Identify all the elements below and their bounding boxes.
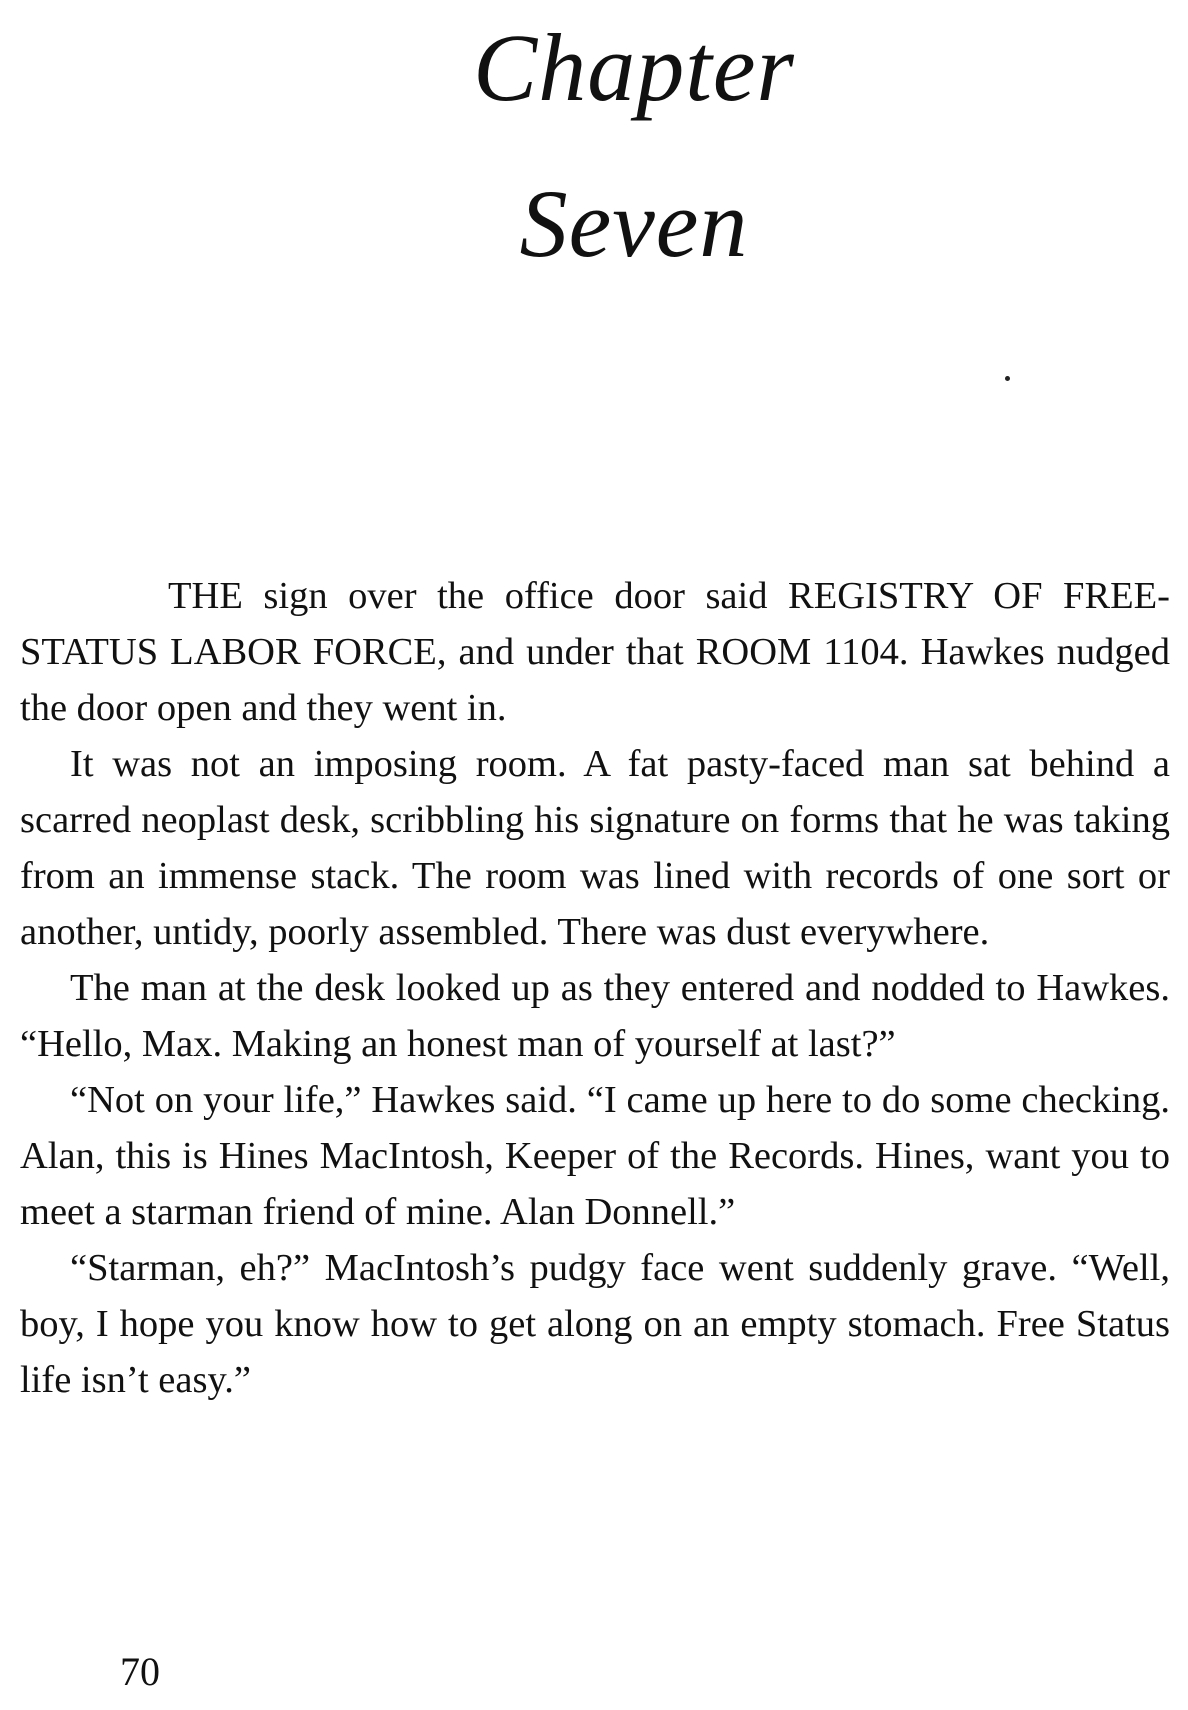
paragraph: THE sign over the office door said REGISTRY OF FREE-STATUS LABOR FORCE, and under that ROOM 1104. Hawkes nudged the door open and they went in.	[20, 575, 1170, 729]
chapter-body	[20, 568, 1170, 1408]
print-speck	[1005, 376, 1010, 381]
paragraph: “Starman, eh?” MacIntosh’s pudgy face went suddenly grave. “Well, boy, I hope you know how to get along on an empty stomach. Free Status life isn’t easy.”	[20, 1247, 1170, 1401]
paragraph: “Not on your life,” Hawkes said. “I came up here to do some checking. Alan, this is Hines MacIntosh, Keeper of the Records. Hines, want you to meet a starman friend of mine. Alan Donnell.”	[20, 1079, 1170, 1233]
chapter-title-line2: Seven	[519, 170, 749, 277]
chapter-title-line1: Chapter	[473, 14, 795, 121]
paragraph: The man at the desk looked up as they entered and nodded to Hawkes. “Hello, Max. Making an honest man of yourself at last?”	[20, 967, 1170, 1065]
paragraph: It was not an imposing room. A fat pasty-faced man sat behind a scarred neoplast desk, scribbling his signature on forms that he was taking from an immense stack. The room was lined with records of one sort or another, untidy, poorly assembled. There was dust everywhere.	[20, 743, 1170, 953]
page-number: 70	[120, 1649, 160, 1694]
